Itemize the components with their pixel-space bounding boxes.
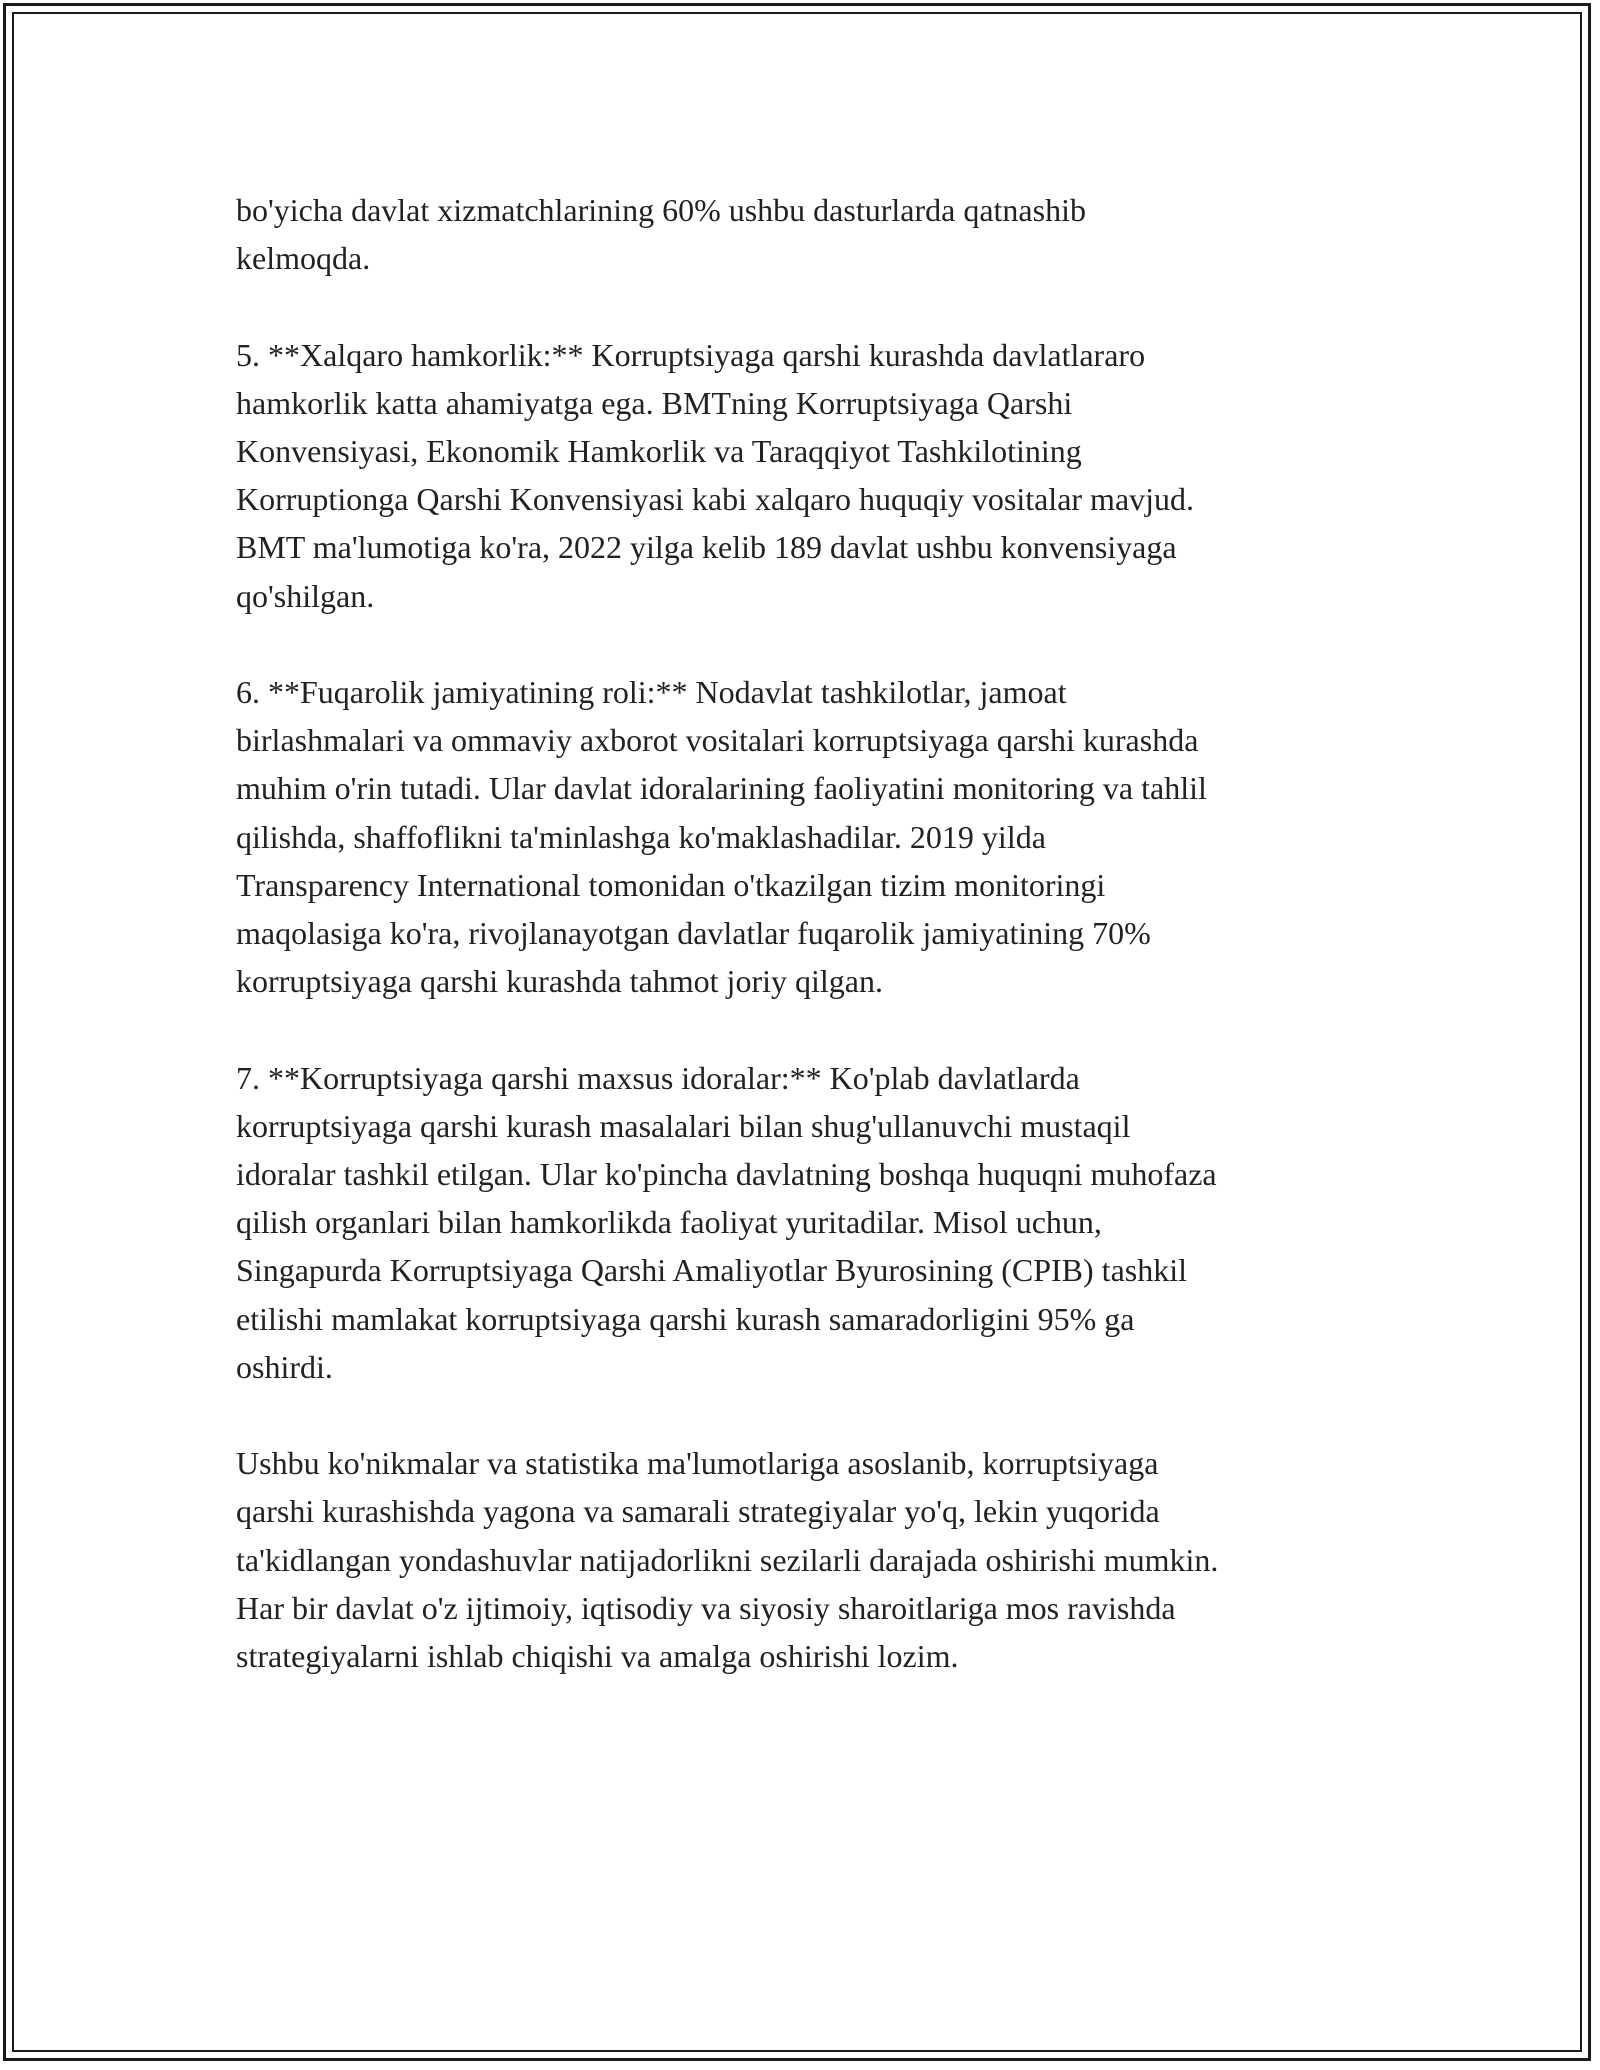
paragraph-item-6-civil-society: 6. **Fuqarolik jamiyatining roli:** Nodavlat tashkilotlar, jamoat birlashmalari va ommaviy axborot vositalari korruptsiyaga qarshi kurashda muhim o'rin tutadi. Ular davlat idoralarining faoliyatini monitoring va tahlil qilishda, shaffoflikni ta'minlashga ko'maklashadilar. 2019 yilda Transparency International tomonidan o'tkazilgan tizim monitoringi maqolasiga ko'ra, rivojlanayotgan davlatlar fuqarolik jamiyatining 70% korruptsiyaga qarshi kurashda tahmot joriy qilgan. bbox=[236, 674, 1207, 1000]
paragraph-continuation: bo'yicha davlat xizmatchlarining 60% ushbu dasturlarda qatnashib kelmoqda. bbox=[236, 192, 1086, 277]
document-body bbox=[236, 186, 1366, 1728]
paragraph-conclusion: Ushbu ko'nikmalar va statistika ma'lumotlariga asoslanib, korruptsiyaga qarshi kurashishda yagona va samarali strategiyalar yo'q, lekin yuqorida ta'kidlangan yondashuvlar natijadorlikni sezilarli darajada oshirishi mumkin. Har bir davlat o'z ijtimoiy, iqtisodiy va siyosiy sharoitlariga mos ravishda strategiyalarni ishlab chiqishi va amalga oshirishi lozim. bbox=[236, 1445, 1219, 1675]
paragraph-item-7-anti-corruption-agencies: 7. **Korruptsiyaga qarshi maxsus idoralar:** Ko'plab davlatlarda korruptsiyaga qarshi kurash masalalari bilan shug'ullanuvchi mustaqil idoralar tashkil etilgan. Ular ko'pincha davlatning boshqa huquqni muhofaza qilish organlari bilan hamkorlikda faoliyat yuritadilar. Misol uchun, Singapurda Korruptsiyaga Qarshi Amaliyotlar Byurosining (CPIB) tashkil etilishi mamlakat korruptsiyaga qarshi kurash samaradorligini 95% ga oshirdi. bbox=[236, 1059, 1217, 1385]
paragraph-item-5-international-cooperation: 5. **Xalqaro hamkorlik:** Korruptsiyaga qarshi kurashda davlatlararo hamkorlik katta ahamiyatga ega. BMTning Korruptsiyaga Qarshi Konvensiyasi, Ekonomik Hamkorlik va Taraqqiyot Tashkilotining Korruptionga Qarshi Konvensiyasi kabi xalqaro huquqiy vositalar mavjud. BMT ma'lumotiga ko'ra, 2022 yilga kelib 189 davlat ushbu konvensiyaga qo'shilgan. bbox=[236, 336, 1195, 614]
